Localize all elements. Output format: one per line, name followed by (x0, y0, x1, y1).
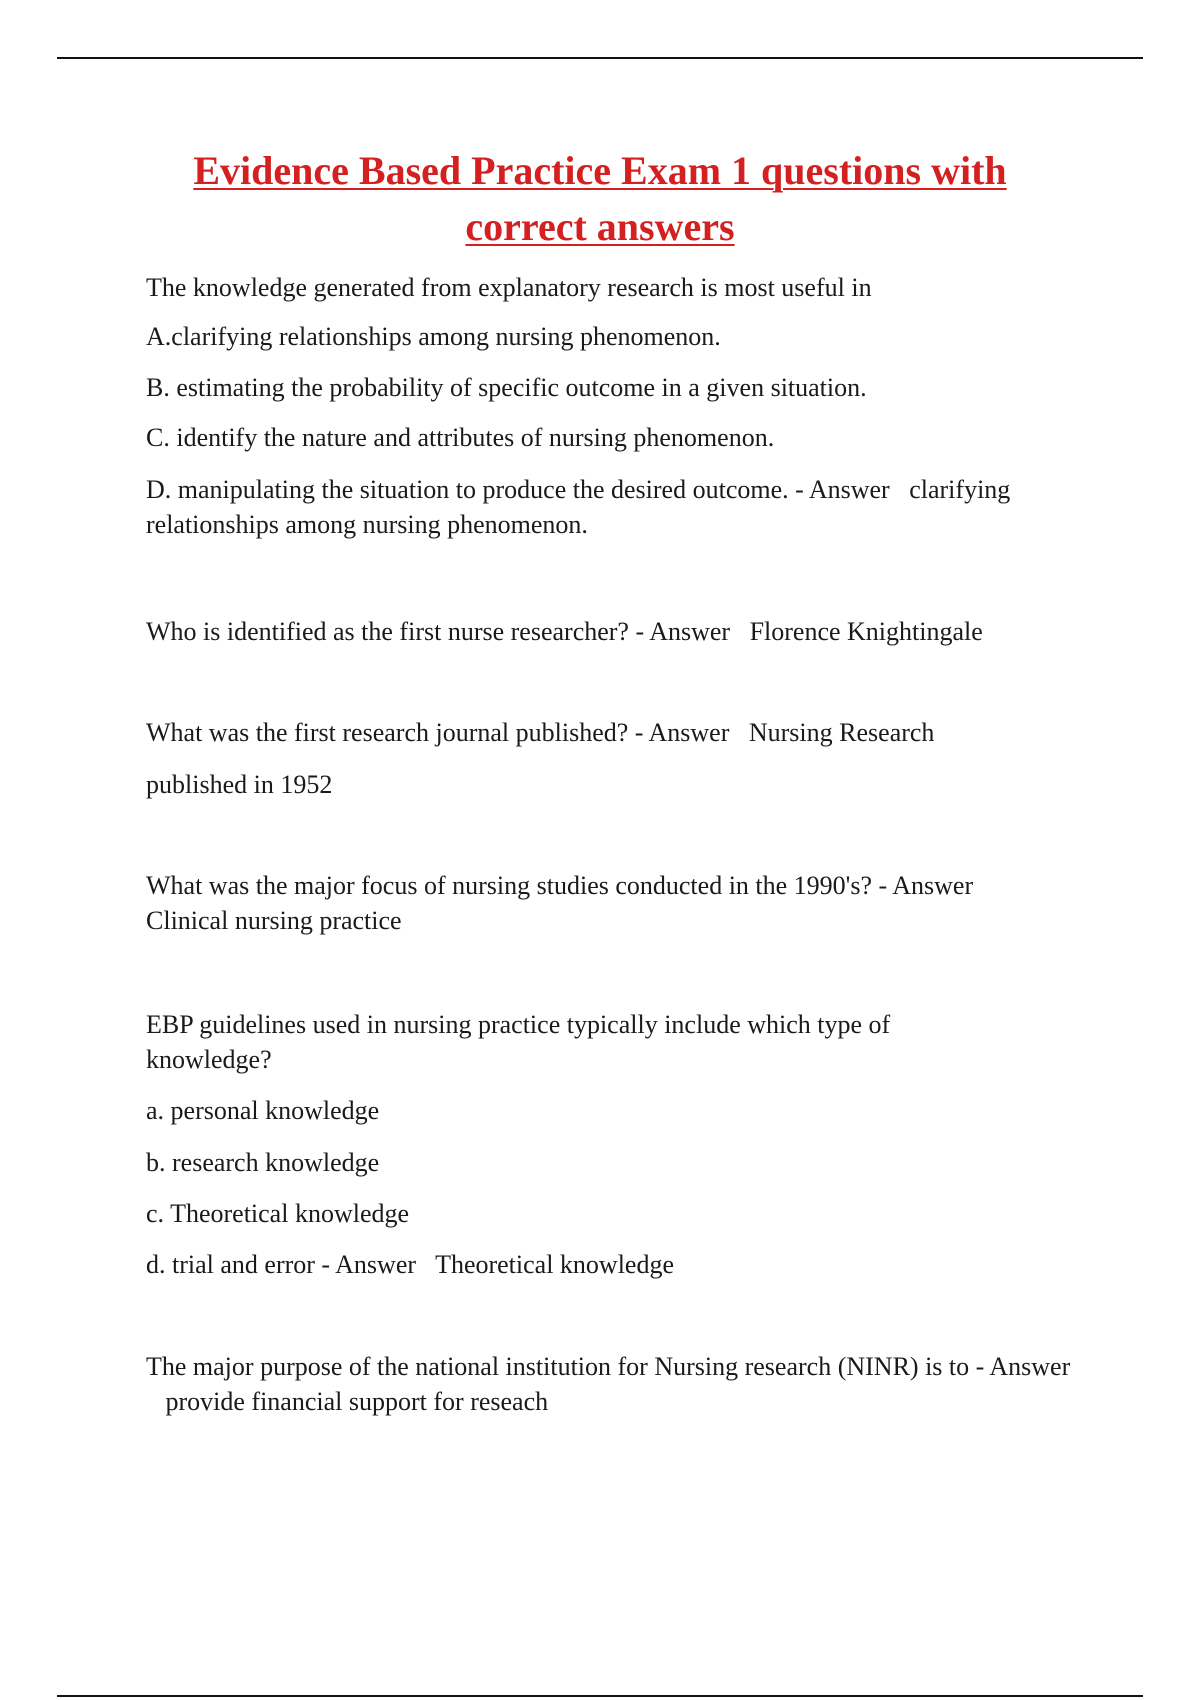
q5-option-c: c. Theoretical knowledge (146, 1199, 410, 1228)
q1-stem: The knowledge generated from explanatory research is most useful in (146, 273, 872, 302)
q3-answer: Nursing Research (748, 718, 935, 747)
q5-stem: EBP guidelines used in nursing practice typically include which type of knowledge? (146, 1010, 891, 1074)
q3-answer-cont: published in 1952 (146, 770, 333, 799)
q4-answer: Clinical nursing practice (146, 906, 402, 935)
q4-block (146, 868, 1096, 938)
q5-option-a: a. personal knowledge (146, 1096, 380, 1125)
q1-option-c: C. identify the nature and attributes of nursing phenomenon. (146, 423, 775, 452)
q1-answer: clarifying relationships among nursing phenomenon. (146, 475, 1011, 539)
q1-option-d: D. manipulating the situation to produce the desired outcome. - Answer (146, 475, 890, 504)
q2-stem: Who is identified as the first nurse researcher? - Answer (146, 617, 731, 646)
header-rule (57, 57, 1143, 59)
title-line-2: correct answers (465, 204, 735, 249)
q6-answer: provide financial support for reseach (165, 1387, 549, 1416)
q3-block (146, 715, 1096, 750)
q2-block (146, 614, 1096, 649)
q6-stem: The major purpose of the national institution for Nursing research (NINR) is to - Answer (146, 1352, 1071, 1381)
q1-option-a: A.clarifying relationships among nursing phenomenon. (146, 322, 721, 351)
q1-option-b: B. estimating the probability of specific outcome in a given situation. (146, 373, 867, 402)
page-title (100, 143, 1100, 255)
q2-answer: Florence Knightingale (749, 617, 983, 646)
q5-option-b: b. research knowledge (146, 1148, 380, 1177)
q5-option-d-with-answer (146, 1247, 1096, 1282)
q5-option-d: d. trial and error - Answer (146, 1250, 417, 1279)
q3-stem: What was the first research journal published? - Answer (146, 718, 730, 747)
q6-block (146, 1349, 1096, 1419)
q1-option-d-with-answer (146, 472, 1096, 542)
title-line-1: Evidence Based Practice Exam 1 questions with (193, 148, 1007, 193)
q4-stem: What was the major focus of nursing studies conducted in the 1990's? - Answer (146, 871, 974, 900)
q5-answer: Theoretical knowledge (435, 1250, 675, 1279)
footer-rule (57, 1695, 1143, 1697)
